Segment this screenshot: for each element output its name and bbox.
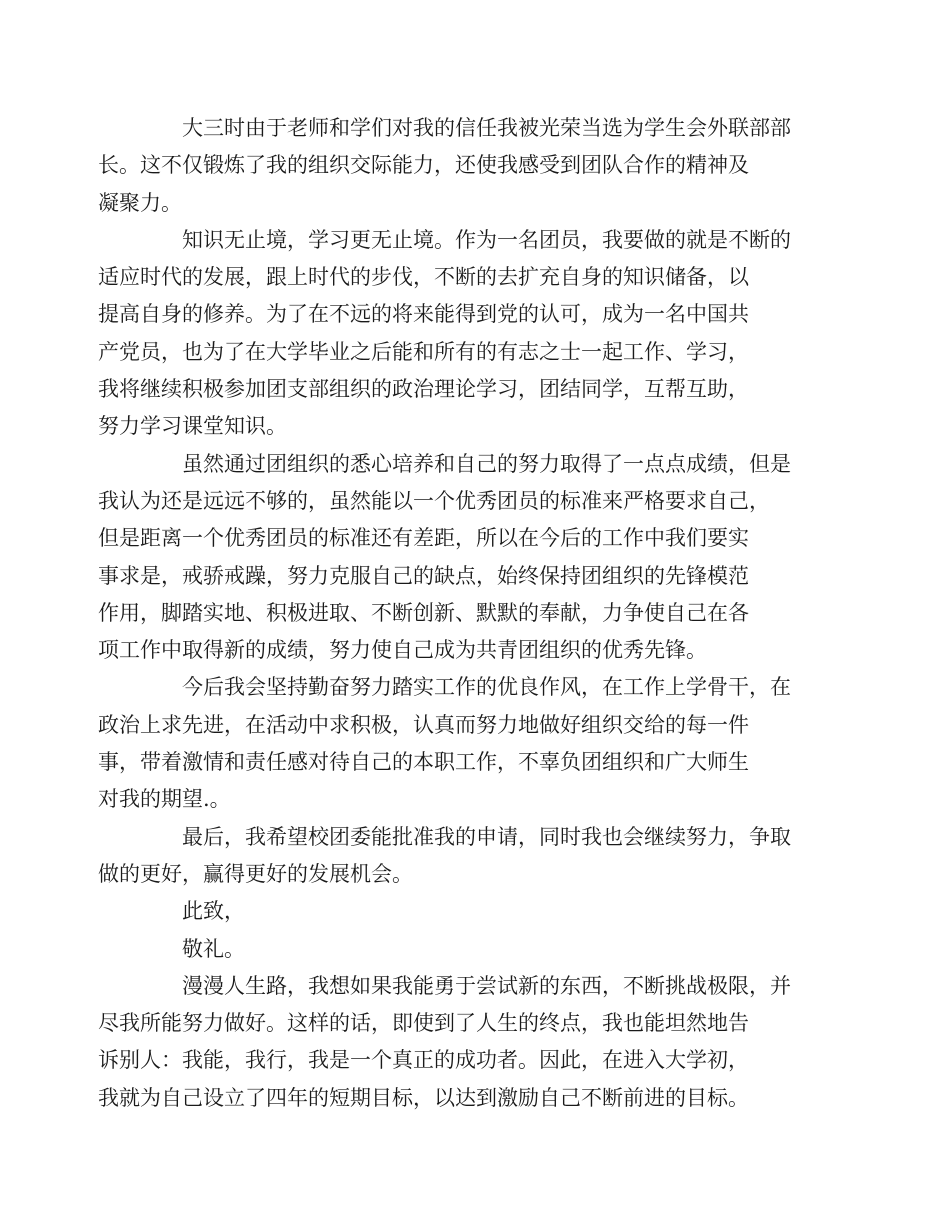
closing-salutation (140, 893, 820, 930)
text-line: 事，带着激情和责任感对待自己的本职工作，不辜负团组织和广大师生 (98, 750, 749, 775)
text-line: 我就为自己设立了四年的短期目标，以达到激励自己不断前进的目标。 (98, 1085, 749, 1110)
text-line: 对我的期望.。 (98, 787, 231, 812)
text-line: 虽然通过团组织的悉心培养和自己的努力取得了一点点成绩，但是 (182, 451, 791, 476)
text-line: 敬礼。 (182, 936, 245, 961)
text-line: 诉别人：我能，我行，我是一个真正的成功者。因此，在进入大学初， (98, 1048, 749, 1073)
text-line: 适应时代的发展，跟上时代的步伐，不断的去扩充自身的知识储备，以 (98, 265, 749, 290)
text-line: 今后我会坚持勤奋努力踏实工作的优良作风，在工作上学骨干，在 (182, 675, 791, 700)
text-line: 此致， (182, 899, 245, 924)
paragraph-endless-learning (98, 222, 820, 446)
text-line: 做的更好，赢得更好的发展机会。 (98, 861, 413, 886)
paragraph-achievements (98, 446, 820, 670)
document-body (98, 110, 820, 1117)
text-line: 项工作中取得新的成绩，努力使自己成为共青团组织的优秀先锋。 (98, 638, 707, 663)
paragraph-life-path (98, 968, 820, 1117)
text-line: 尽我所能努力做好。这样的话，即使到了人生的终点，我也能坦然地告 (98, 1011, 749, 1036)
text-line: 漫漫人生路，我想如果我能勇于尝试新的东西，不断挑战极限，并 (182, 973, 791, 998)
closing-regards (140, 931, 820, 968)
text-line: 长。这不仅锻炼了我的组织交际能力，还使我感受到团队合作的精神及 (98, 153, 749, 178)
text-line: 最后，我希望校团委能批准我的申请，同时我也会继续努力，争取 (182, 824, 791, 849)
text-line: 产党员，也为了在大学毕业之后能和所有的有志之士一起工作、学习， (98, 339, 749, 364)
text-line: 大三时由于老师和学们对我的信任我被光荣当选为学生会外联部部 (182, 116, 791, 140)
paragraph-student-union (98, 110, 820, 222)
text-line: 凝聚力。 (98, 190, 182, 215)
text-line: 提高自身的修养。为了在不远的将来能得到党的认可，成为一名中国共 (98, 302, 749, 327)
text-line: 政治上求先进，在活动中求积极，认真而努力地做好组织交给的每一件 (98, 712, 749, 737)
paragraph-future-work (98, 669, 820, 818)
text-line: 我将继续积极参加团支部组织的政治理论学习，团结同学，互帮互助， (98, 377, 749, 402)
text-line: 我认为还是远远不够的，虽然能以一个优秀团员的标准来严格要求自己， (98, 488, 770, 513)
text-line: 努力学习课堂知识。 (98, 414, 287, 439)
text-line: 知识无止境，学习更无止境。作为一名团员，我要做的就是不断的 (182, 227, 791, 252)
text-line: 作用，脚踏实地、积极进取、不断创新、默默的奉献，力争使自己在各 (98, 600, 749, 625)
paragraph-request (98, 819, 820, 894)
text-line: 但是距离一个优秀团员的标准还有差距，所以在今后的工作中我们要实 (98, 526, 749, 551)
text-line: 事求是，戒骄戒躁，努力克服自己的缺点，始终保持团组织的先锋模范 (98, 563, 749, 588)
